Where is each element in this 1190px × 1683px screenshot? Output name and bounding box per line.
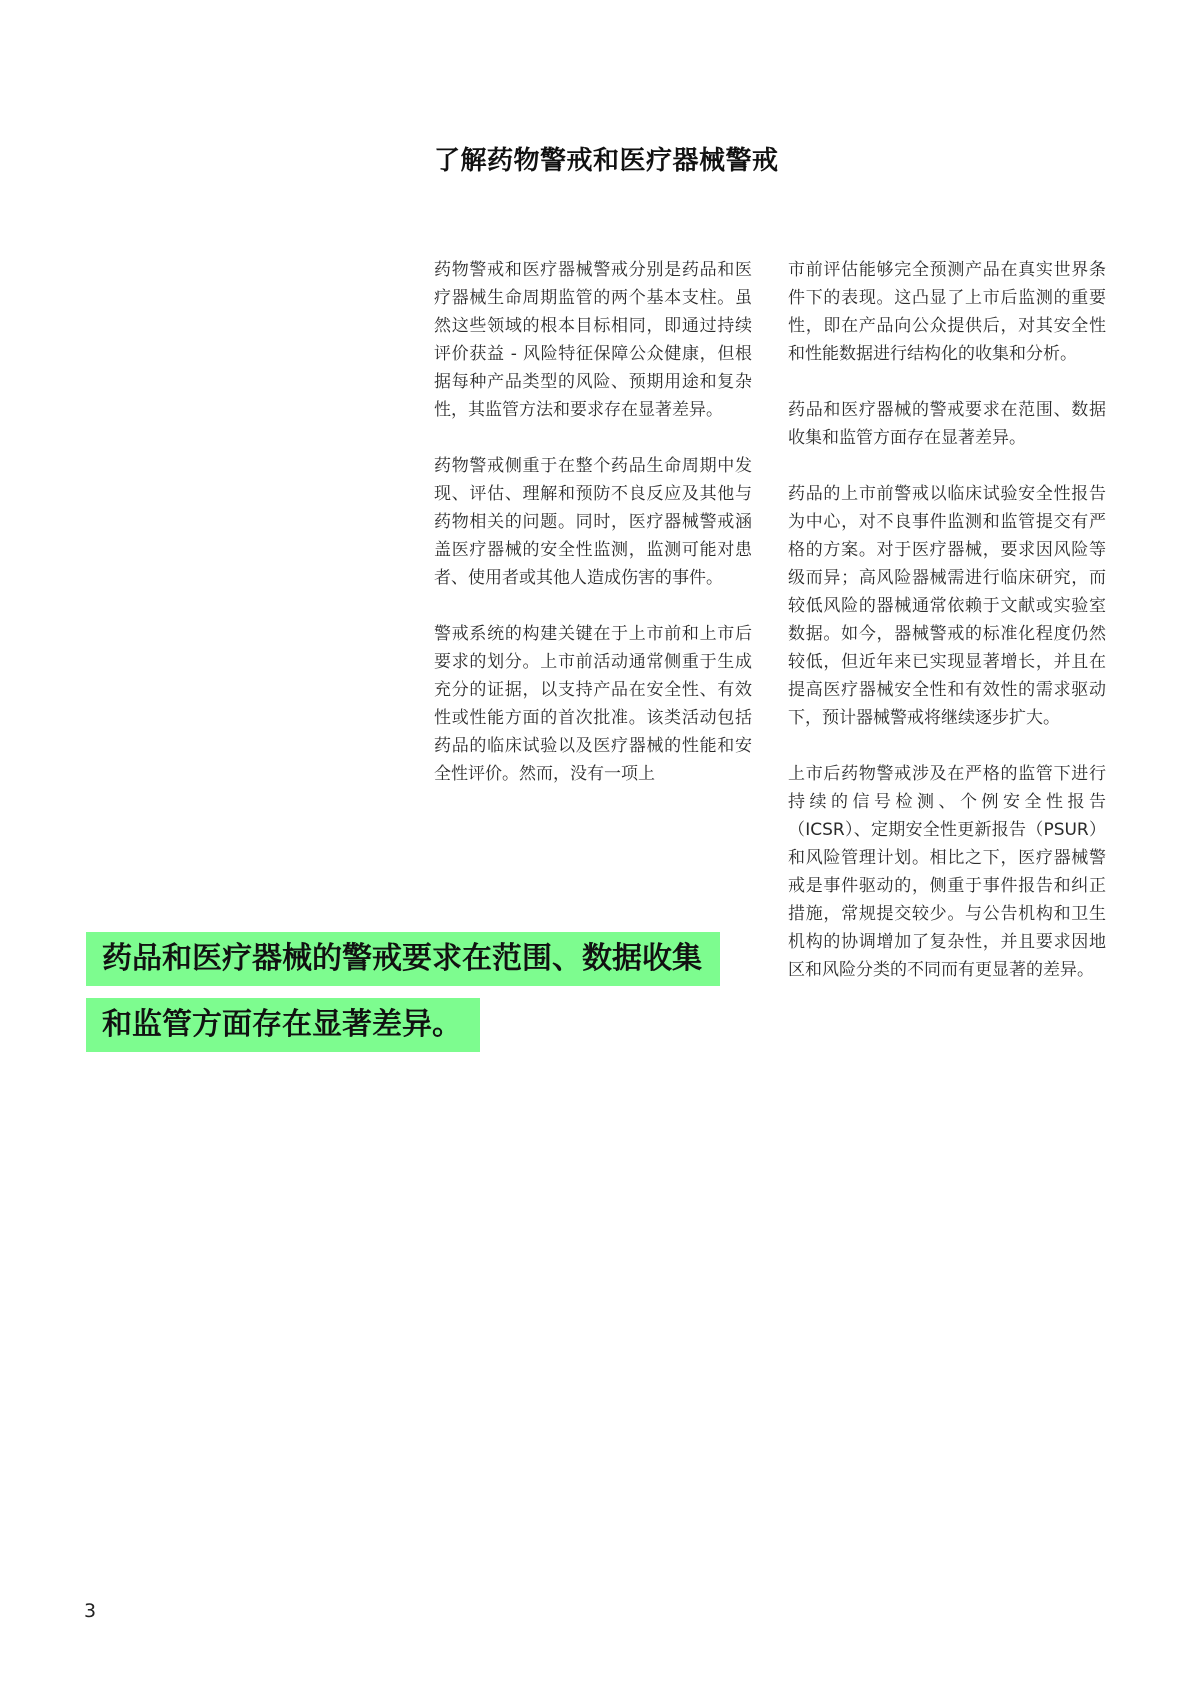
paragraph: 药品的上市前警戒以临床试验安全性报告为中心，对不良事件监测和监管提交有严格的方案。对于医疗器械，要求因风险等级而异；高风险器械需进行临床研究，而较低风险的器械通常依赖于文献或实验室数据。如今，器械警戒的标准化程度仍然较低，但近年来已实现显著增长，并且在提高医疗器械安全性和有效性的需求驱动下，预计器械警戒将继续逐步扩大。 bbox=[788, 484, 1106, 728]
paragraph: 市前评估能够完全预测产品在真实世界条件下的表现。这凸显了上市后监测的重要性，即在产品向公众提供后，对其安全性和性能数据进行结构化的收集和分析。 bbox=[788, 260, 1106, 364]
left-column bbox=[434, 256, 752, 816]
pull-quote-line: 药品和医疗器械的警戒要求在范围、数据收集 bbox=[86, 932, 720, 986]
pull-quote-line: 和监管方面存在显著差异。 bbox=[86, 998, 480, 1052]
paragraph: 药物警戒和医疗器械警戒分别是药品和医疗器械生命周期监管的两个基本支柱。虽然这些领域的根本目标相同，即通过持续评价获益 - 风险特征保障公众健康，但根据每种产品类型的风险、预期用途和复杂性，其监管方法和要求存在显著差异。 bbox=[434, 260, 752, 420]
paragraph: 上市后药物警戒涉及在严格的监管下进行持续的信号检测、个例安全性报告（ICSR）、定期安全性更新报告（PSUR）和风险管理计划。相比之下，医疗器械警戒是事件驱动的，侧重于事件报告和纠正措施，常规提交较少。与公告机构和卫生机构的协调增加了复杂性，并且要求因地区和风险分类的不同而有更显著的差异。 bbox=[788, 764, 1106, 980]
page-title: 了解药物警戒和医疗器械警戒 bbox=[434, 146, 779, 176]
page-number: 3 bbox=[84, 1600, 97, 1622]
right-column bbox=[788, 256, 1106, 1012]
paragraph: 药物警戒侧重于在整个药品生命周期中发现、评估、理解和预防不良反应及其他与药物相关的问题。同时，医疗器械警戒涵盖医疗器械的安全性监测，监测可能对患者、使用者或其他人造成伤害的事件。 bbox=[434, 456, 752, 588]
paragraph: 警戒系统的构建关键在于上市前和上市后要求的划分。上市前活动通常侧重于生成充分的证据，以支持产品在安全性、有效性或性能方面的首次批准。该类活动包括药品的临床试验以及医疗器械的性能和安全性评价。然而，没有一项上 bbox=[434, 624, 752, 784]
pull-quote bbox=[86, 932, 720, 1064]
paragraph: 药品和医疗器械的警戒要求在范围、数据收集和监管方面存在显著差异。 bbox=[788, 400, 1106, 448]
